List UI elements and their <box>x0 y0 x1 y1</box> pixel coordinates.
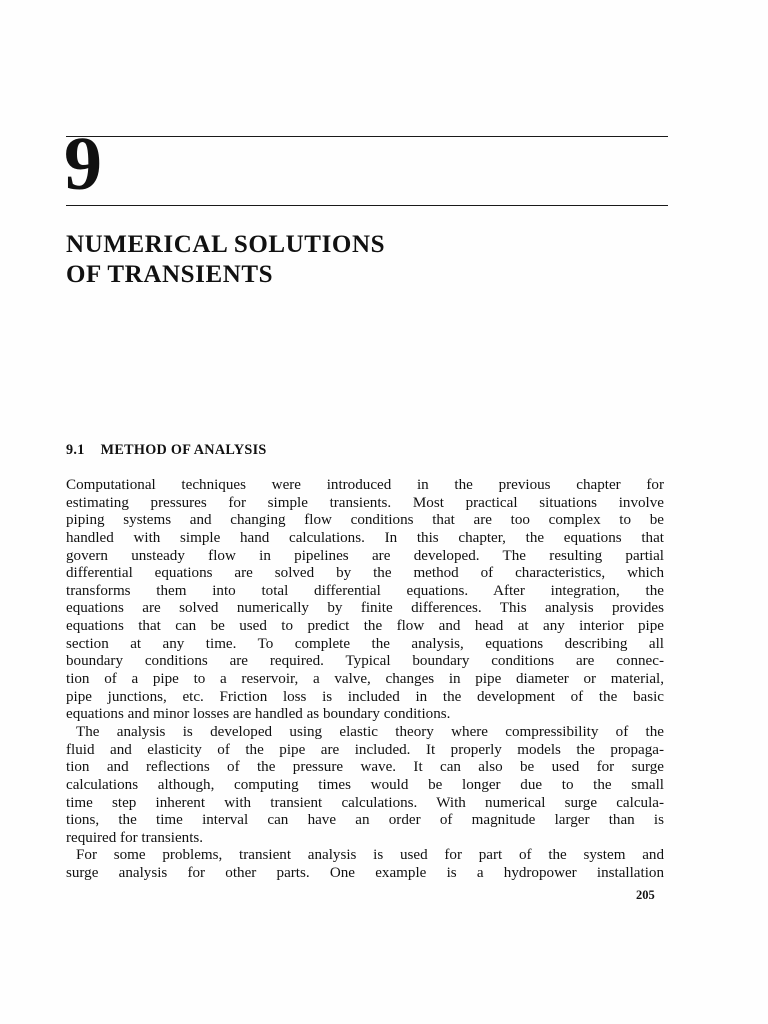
text-line: tion and reflections of the pressure wave. It can also be used for surge <box>66 759 664 776</box>
text-line: piping systems and changing flow conditions that are too complex to be <box>66 512 664 529</box>
text-line: tion of a pipe to a reservoir, a valve, changes in pipe diameter or material, <box>66 671 664 688</box>
text-line: For some problems, transient analysis is used for part of the system and <box>76 847 664 864</box>
text-line: equations that can be used to predict the flow and head at any interior pipe <box>66 618 664 635</box>
text-line: required for transients. <box>66 829 204 846</box>
text-line: section at any time. To complete the analysis, equations describing all <box>66 635 664 652</box>
bottom-rule <box>66 205 668 206</box>
text-line: boundary conditions are required. Typical boundary conditions are connec- <box>66 653 664 670</box>
text-line: tions, the time interval can have an order of magnitude larger than is <box>66 812 664 829</box>
text-line: differential equations are solved by the method of characteristics, which <box>66 565 664 582</box>
chapter-title <box>66 230 668 290</box>
text-line: calculations although, computing times would be longer due to the small <box>66 776 664 793</box>
text-line: The analysis is developed using elastic theory where compressibility of the <box>76 723 664 740</box>
section-heading <box>66 442 267 459</box>
text-line: fluid and elasticity of the pipe are included. It properly models the propaga- <box>66 741 664 758</box>
text-line: equations are solved numerically by finite differences. This analysis provides <box>66 600 664 617</box>
text-line: pipe junctions, etc. Friction loss is included in the development of the basic <box>66 688 664 705</box>
page-number: 205 <box>636 888 655 902</box>
top-rule <box>66 136 668 137</box>
text-line: handled with simple hand calculations. In this chapter, the equations that <box>66 529 664 546</box>
text-line: time step inherent with transient calculations. With numerical surge calcula- <box>66 794 664 811</box>
body-text <box>66 477 664 883</box>
text-line: surge analysis for other parts. One example is a hydropower installation <box>66 865 664 882</box>
section-number: 9.1 <box>66 442 85 458</box>
text-line: equations and minor losses are handled as boundary conditions. <box>66 706 451 723</box>
chapter-title-line: OF TRANSIENTS <box>66 261 274 288</box>
chapter-number: 9 <box>64 122 101 206</box>
text-line: estimating pressures for simple transients. Most practical situations involve <box>66 494 664 511</box>
text-line: govern unsteady flow in pipelines are developed. The resulting partial <box>66 547 664 564</box>
section-title: METHOD OF ANALYSIS <box>100 442 267 458</box>
text-line: Computational techniques were introduced in the previous chapter for <box>66 477 664 493</box>
text-line: transforms them into total differential equations. After integration, the <box>66 582 664 599</box>
chapter-title-line: NUMERICAL SOLUTIONS <box>66 231 386 258</box>
